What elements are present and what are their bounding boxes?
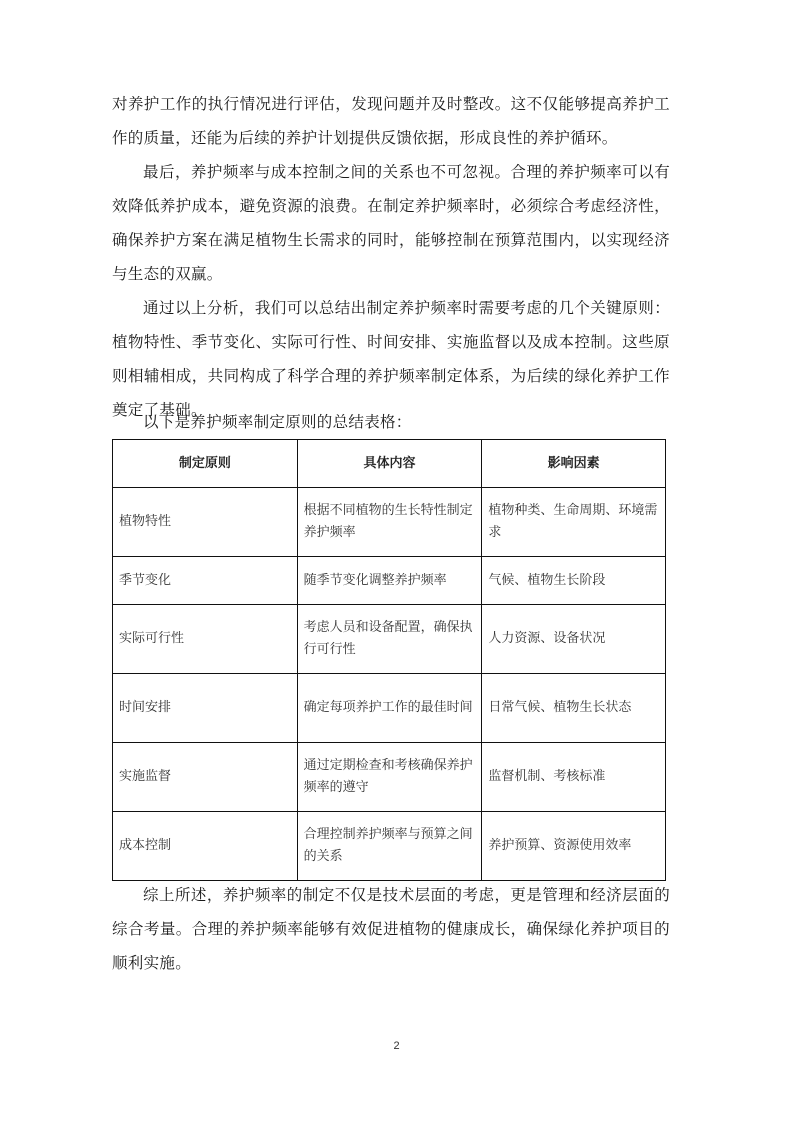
cell-factors: 日常气候、植物生长状态	[482, 674, 666, 743]
page-number: 2	[393, 1040, 400, 1052]
cell-content: 随季节变化调整养护频率	[297, 557, 482, 605]
table-row	[113, 743, 666, 812]
paragraph-evaluation: 对养护工作的执行情况进行评估，发现问题并及时整改。这不仅能够提高养护工作的质量，还能为后续的养护计划提供反馈依据，形成良性的养护循环。	[112, 95, 670, 147]
cell-factors: 植物种类、生命周期、环境需求	[482, 488, 666, 557]
cell-principle: 成本控制	[113, 812, 298, 881]
table-row	[113, 812, 666, 881]
table-row	[113, 557, 666, 605]
cell-factors: 气候、植物生长阶段	[482, 557, 666, 605]
header-content: 具体内容	[297, 440, 482, 488]
cell-content: 合理控制养护频率与预算之间的关系	[297, 812, 482, 881]
header-principle: 制定原则	[113, 440, 298, 488]
cell-content: 确定每项养护工作的最佳时间	[297, 674, 482, 743]
cell-content: 考虑人员和设备配置，确保执行可行性	[297, 605, 482, 674]
principles-summary-table	[112, 439, 666, 881]
table-row	[113, 488, 666, 557]
cell-principle: 植物特性	[113, 488, 298, 557]
table-header-row	[113, 440, 666, 488]
paragraph-cost-control: 最后，养护频率与成本控制之间的关系也不可忽视。合理的养护频率可以有效降低养护成本，避免资源的浪费。在制定养护频率时，必须综合考虑经济性，确保养护方案在满足植物生长需求的同时，能够控制在预算范围内，以实现经济与生态的双赢。	[112, 163, 670, 283]
cell-principle: 实施监督	[113, 743, 298, 812]
cell-factors: 养护预算、资源使用效率	[482, 812, 666, 881]
header-factors: 影响因素	[482, 440, 666, 488]
cell-factors: 监督机制、考核标准	[482, 743, 666, 812]
cell-factors: 人力资源、设备状况	[482, 605, 666, 674]
cell-content: 根据不同植物的生长特性制定养护频率	[297, 488, 482, 557]
cell-principle: 时间安排	[113, 674, 298, 743]
cell-principle: 季节变化	[113, 557, 298, 605]
paragraph-summary-principles: 通过以上分析，我们可以总结出制定养护频率时需要考虑的几个关键原则：植物特性、季节变化、实际可行性、时间安排、实施监督以及成本控制。这些原则相辅相成，共同构成了科学合理的养护频率制定体系，为后续的绿化养护工作奠定了基础。	[112, 299, 670, 419]
paragraph-table-intro: 以下是养护频率制定原则的总结表格：	[143, 413, 412, 431]
cell-principle: 实际可行性	[113, 605, 298, 674]
table-row	[113, 605, 666, 674]
paragraph-conclusion: 综上所述，养护频率的制定不仅是技术层面的考虑，更是管理和经济层面的综合考量。合理的养护频率能够有效促进植物的健康成长，确保绿化养护项目的顺利实施。	[112, 886, 670, 972]
cell-content: 通过定期检查和考核确保养护频率的遵守	[297, 743, 482, 812]
table-row	[113, 674, 666, 743]
